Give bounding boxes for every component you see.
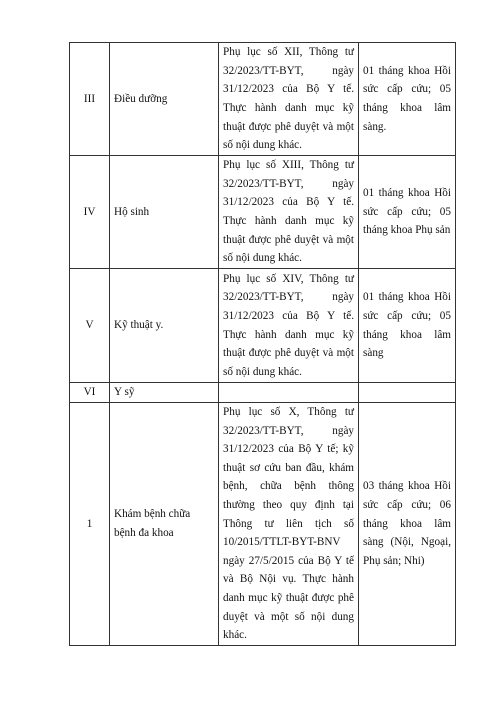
row-title: Kỹ thuật y. xyxy=(110,269,219,383)
row-requirement: Phụ lục số XIII, Thông tư 32/2023/TT-BYT, ngày 31/12/2023 của Bộ Y tế. Thực hành danh mục kỹ thuật được phê duyệt và một số nội dung khác. xyxy=(219,156,359,269)
practice-requirements-table xyxy=(69,42,456,646)
row-requirement: Phụ lục số X, Thông tư 32/2023/TT-BYT, ngày 31/12/2023 của Bộ Y tế; kỹ thuật sơ cứu ban đầu, khám bệnh, chữa bệnh thông thường theo quy định tại Thông tư liên tịch số 10/2015/TTLT-BYT-BNV ngày 27/5/2015 của Bộ Y tế và Bộ Nội vụ. Thực hành danh mục kỹ thuật được phê duyệt và một số nội dung khác. xyxy=(219,403,359,646)
row-requirement xyxy=(219,383,359,403)
table-row xyxy=(70,43,456,156)
row-title: Khám bệnh chữa bệnh đa khoa xyxy=(110,403,219,646)
table-row xyxy=(70,156,456,269)
row-requirement: Phụ lục số XIV, Thông tư 32/2023/TT-BYT, ngày 31/12/2023 của Bộ Y tế. Thực hành danh mục kỹ thuật được phê duyệt và một số nội dung khác. xyxy=(219,269,359,383)
row-practice-time: 03 tháng khoa Hồi sức cấp cứu; 06 tháng khoa lâm sàng (Nội, Ngoại, Phụ sản; Nhi) xyxy=(359,403,456,646)
row-number: III xyxy=(70,43,110,156)
table-row xyxy=(70,269,456,383)
row-number: IV xyxy=(70,156,110,269)
row-number: V xyxy=(70,269,110,383)
row-number: 1 xyxy=(70,403,110,646)
row-number: VI xyxy=(70,383,110,403)
row-title: Điều dưỡng xyxy=(110,43,219,156)
row-practice-time: 01 tháng khoa Hồi sức cấp cứu; 05 tháng khoa Phụ sản xyxy=(359,156,456,269)
row-practice-time xyxy=(359,383,456,403)
row-title: Hộ sinh xyxy=(110,156,219,269)
row-title: Y sỹ xyxy=(110,383,219,403)
row-practice-time: 01 tháng khoa Hồi sức cấp cứu; 05 tháng khoa lâm sàng. xyxy=(359,43,456,156)
table-row xyxy=(70,403,456,646)
table-row xyxy=(70,383,456,403)
row-practice-time: 01 tháng khoa Hồi sức cấp cứu; 05 tháng khoa lâm sàng xyxy=(359,269,456,383)
row-requirement: Phụ lục số XII, Thông tư 32/2023/TT-BYT, ngày 31/12/2023 của Bộ Y tế. Thực hành danh mục kỹ thuật được phê duyệt và một số nội dung khác. xyxy=(219,43,359,156)
